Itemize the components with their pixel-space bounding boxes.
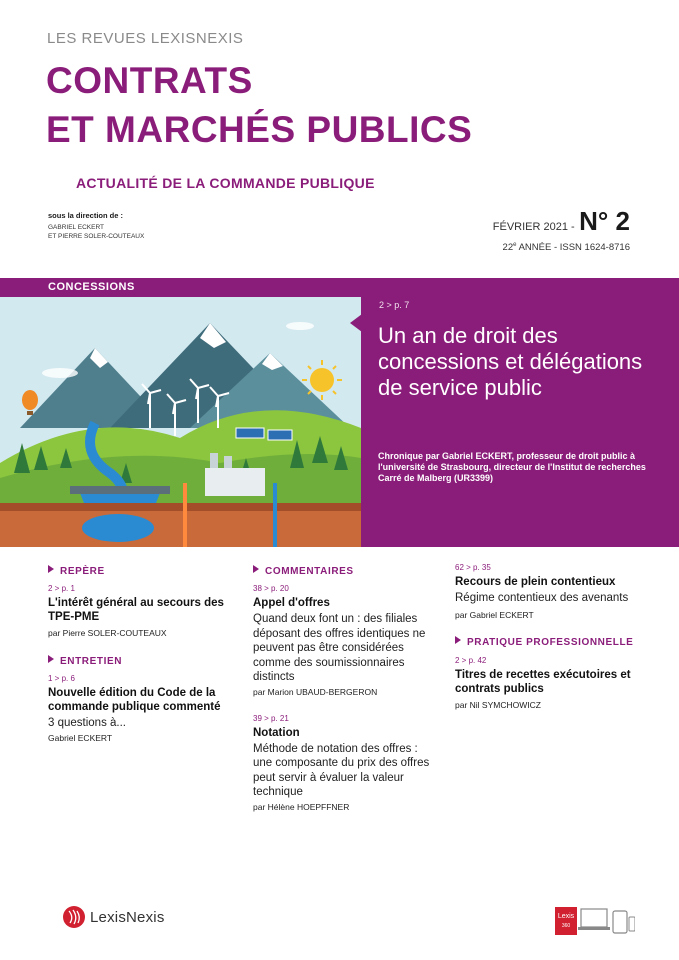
article-title: L'intérêt général au secours des TPE-PME (48, 597, 224, 623)
direction-label: sous la direction de : (48, 211, 124, 220)
issue-date: FÉVRIER 2021 - (492, 221, 575, 233)
article-author: par Nil SYMCHOWICZ (455, 699, 541, 710)
feature-chronique: Chronique par Gabriel ECKERT, professeur de droit public à l'université de Strasbourg, directeur de l'Institut de recherches Carré de Malberg (UR3399) (378, 451, 646, 483)
article-page-ref: 2 > p. 42 (455, 655, 487, 665)
section-label-repere (48, 565, 238, 577)
article-page-ref: 1 > p. 6 (48, 674, 75, 683)
lexisnexis-logo (62, 905, 165, 929)
section-label-commentaires (253, 565, 433, 577)
article-title: Recours de plein contentieux (455, 576, 616, 588)
feature-panel (361, 278, 679, 547)
series-label: LES REVUES LEXISNEXIS (47, 30, 244, 47)
journal-subtitle: ACTUALITÉ DE LA COMMANDE PUBLIQUE (76, 175, 375, 191)
article-page-ref: 62 > p. 35 (455, 563, 491, 572)
triangle-icon (48, 655, 54, 663)
article-author: par Marion UBAUD-BERGERON (253, 686, 378, 697)
article-page-ref: 38 > p. 20 (253, 584, 289, 593)
director-name-2: ET PIERRE SOLER-COUTEAUX (48, 233, 145, 240)
article-author: par Gabriel ECKERT (455, 609, 534, 620)
journal-title-line1: CONTRATS (46, 60, 253, 101)
direction-names (48, 223, 144, 241)
issue-info (493, 206, 630, 237)
year-issn-text: ANNÉE - ISSN 1624-8716 (516, 242, 630, 254)
triangle-icon (455, 636, 461, 644)
director-name-1: GABRIEL ECKERT (48, 224, 104, 231)
year-superscript: e (513, 242, 517, 248)
article-title: Titres de recettes exécutoires et contrats publics (455, 668, 631, 695)
triangle-icon (48, 565, 54, 573)
feature-headline: Un an de droit des concessions et délégations de service public (378, 323, 643, 400)
lexisnexis-logo-icon (62, 905, 86, 929)
section-label-text: REPÈRE (60, 566, 105, 577)
lexis-badge-text: Lexis (557, 913, 575, 920)
article-author: par Pierre SOLER-COUTEAUX (48, 628, 167, 638)
article-desc: Régime contentieux des avenants (455, 592, 629, 604)
issue-number: N° 2 (579, 206, 630, 236)
column-2 (253, 565, 433, 812)
section-label-pratique (455, 636, 635, 649)
article-page-ref: 2 > p. 1 (48, 584, 75, 593)
article-desc: Méthode de notation des offres : une composante du prix des offres peut servir à évaluer la valeur technique (253, 742, 430, 798)
article-author: par Hélène HOEPFFNER (253, 801, 350, 812)
lexis-badge-number: 360 (561, 923, 571, 929)
article-author: Gabriel ECKERT (48, 732, 113, 743)
article-title: Notation (253, 726, 300, 739)
category-label: CONCESSIONS (48, 281, 135, 293)
article-desc: Quand deux font un : des filiales déposant des offres identiques ne peuvent pas être considérées comme des soumissionnaires distincts (253, 613, 426, 683)
section-label-text: ENTRETIEN (60, 656, 123, 667)
column-3 (455, 563, 635, 710)
section-label-entretien (48, 655, 238, 667)
journal-title-line2: ET MARCHÉS PUBLICS (46, 109, 473, 150)
year-number: 22 (502, 242, 514, 254)
article-page-ref: 39 > p. 21 (253, 713, 289, 723)
section-label-text: COMMENTAIRES (265, 566, 354, 577)
article-title: Appel d'offres (253, 597, 330, 609)
issue-year-issn (503, 242, 630, 253)
column-1 (48, 565, 238, 743)
feature-panel-notch (350, 314, 362, 332)
feature-page-ref: 2 > p. 7 (379, 300, 410, 310)
article-desc: 3 questions à... (48, 717, 126, 729)
article-title: Nouvelle édition du Code de la commande publique commenté (48, 687, 221, 713)
triangle-icon (253, 565, 259, 573)
section-label-text: PRATIQUE PROFESSIONNELLE (467, 636, 634, 648)
lexis360-devices-icon (555, 905, 635, 935)
lexisnexis-logo-text: LexisNexis (90, 908, 165, 926)
